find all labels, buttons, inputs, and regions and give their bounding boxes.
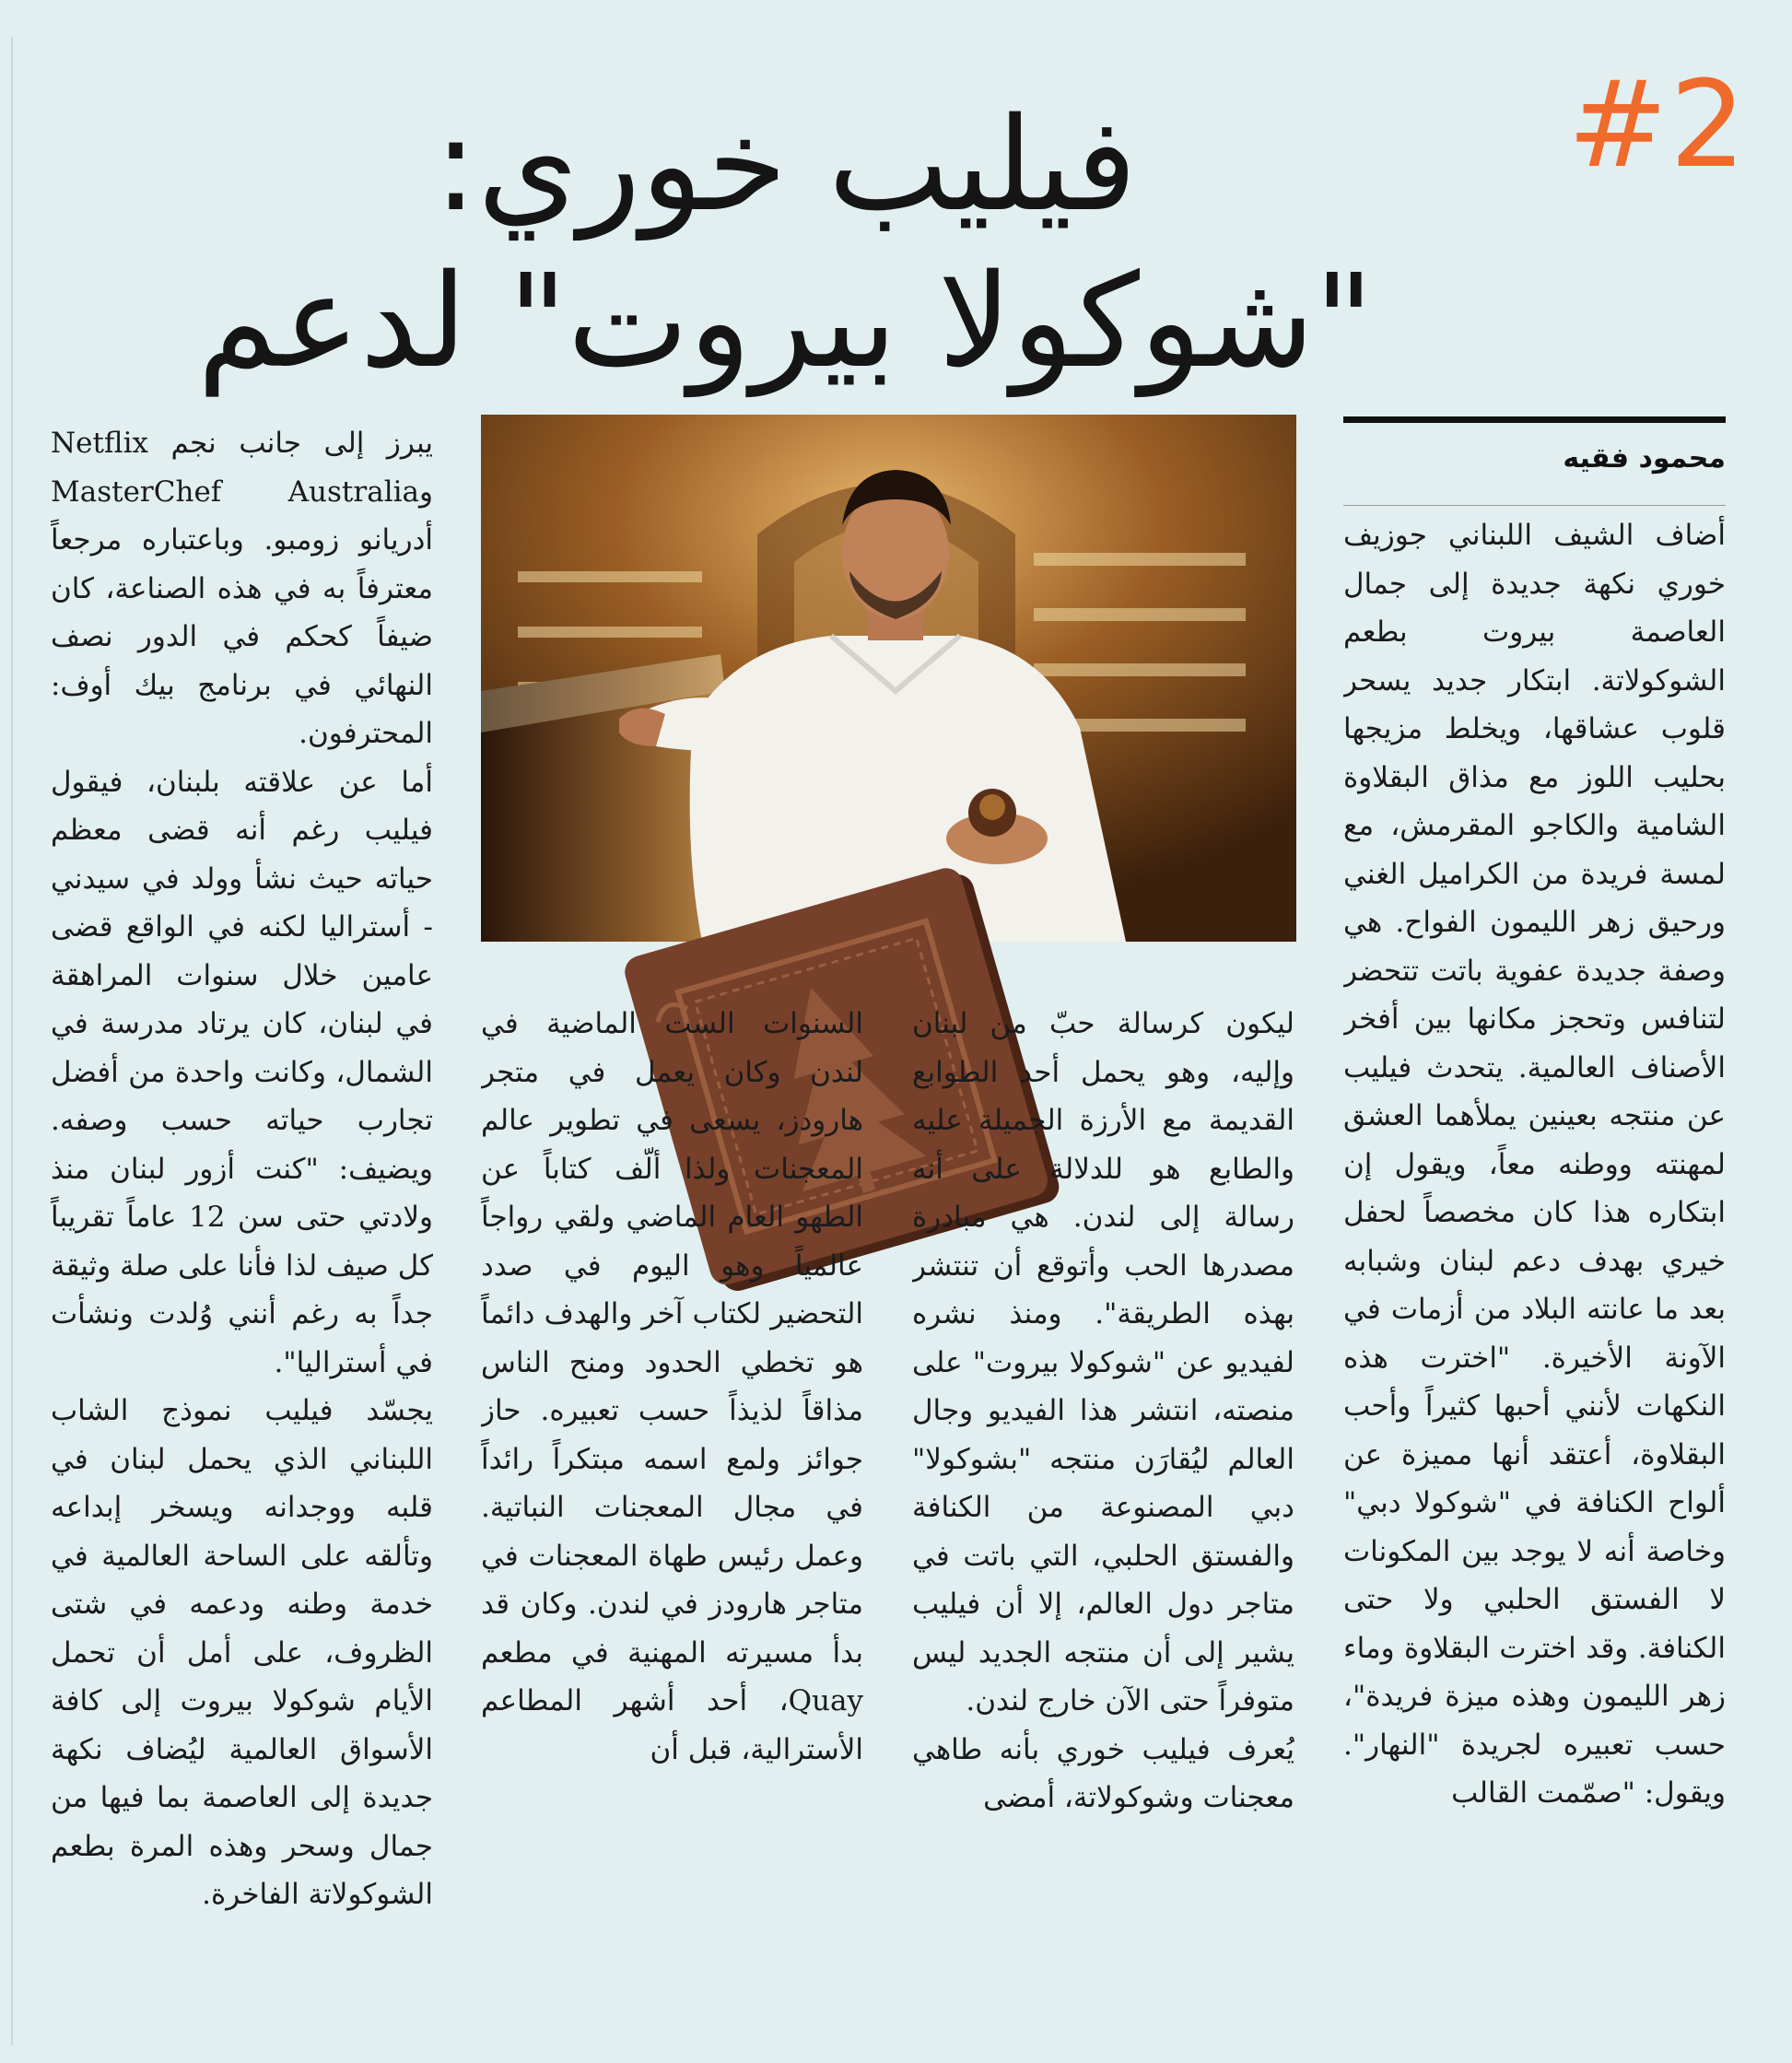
article-paragraph: أضاف الشيف اللبناني جوزيف خوري نكهة جديدة إلى جمال العاصمة بيروت بطعم الشوكولاتة. ابتكار جديد يسحر قلوب عشاقها، ويخلط مزيجها بحليب اللوز مع مذاق البقلاوة الشامية والكاجو المقرمش، مع لمسة فريدة من الكراميل الغني ورحيق زهر الليمون الفواح. هي وصفة جديدة عفوية باتت تتحضر لتنافس وتحجز مكانها بين أفخر الأصناف العالمية. يتحدث فيليب عن منتجه بعينين يملأهما العشق لمهنته ووطنه معاً، ويقول إن ابتكاره هذا كان مخصصاً لحفل خيري بهدف دعم لبنان وشبابه بعد ما عانته البلاد من أزمات في الآونة الأخيرة. "اخترت هذه النكهات لأنني أحبها كثيراً وأحب البقلاوة، أعتقد أنها مميزة عن ألواح الكنافة في "شوكولا دبي" وخاصة أنه لا يوجد بين المكونات لا الفستق الحلبي ولا حتى الكنافة. وقد اخترت البقلاوة وماء زهر الليمون وهذه ميزة فريدة"، حسب تعبيره لجريدة "النهار". ويقول: "صمّمت القالب: [1343, 519, 1726, 1810]
article-column-4: [51, 419, 433, 2022]
article-paragraph: يبرز إلى جانب نجم Netflix وMasterChef Australia أدريانو زومبو. وباعتباره مرجعاً معترفاً به في هذه الصناعة، كان ضيفاً كحكم في الدور نصف النهائي في برنامج بيك أوف: المحترفون. أما عن علاقته بلبنان، فيقول فيليب رغم أنه قضى معظم حياته حيث نشأ وولد في سيدني - أستراليا لكنه في الواقع قضى عامين خلال سنوات المراهقة في لبنان، كان يرتاد مدرسة في الشمال، وكانت واحدة من أفضل تجارب حياته حسب وصفه. ويضيف: "كنت أزور لبنان منذ ولادتي حتى سن 12 عاماً تقريباً كل صيف لذا فأنا على صلة وثيقة جداً به رغم أنني وُلدت ونشأت في أستراليا". يجسّد فيليب نموذج الشاب اللبناني الذي يحمل لبنان في قلبه ووجدانه ويسخر إبداعه وتألقه على الساحة العالمية في خدمة وطنه ودعمه في شتى الظروف، على أمل أن تحمل الأيام شوكولا بيروت إلى كافة الأسواق العالمية ليُضاف نكهة جديدة إلى العاصمة بما فيها من جمال وسحر وهذه المرة بطعم الشوكولاتة الفاخرة.: [51, 427, 433, 1911]
byline-rule: [1343, 416, 1726, 423]
article-paragraph: ليكون كرسالة حبّ من لبنان وإليه، وهو يحمل أحد الطوابع القديمة مع الأرزة الجميلة عليه والطابع هو للدلالة على أنه رسالة إلى لندن. هي مبادرة مصدرها الحب وأتوقع أن تنتشر بهذه الطريقة". ومنذ نشره لفيديو عن "شوكولا بيروت" على منصته، انتشر هذا الفيديو وجال العالم ليُقارَن منتجه "بشوكولا" دبي المصنوعة من الكنافة والفستق الحلبي، التي باتت في متاجر دول العالم، إلا أن فيليب يشير إلى أن منتجه الجديد ليس متوفراً حتى الآن خارج لندن. يُعرف فيليب خوري بأنه طاهي معجنات وشوكولاتة، أمضى: [912, 1007, 1294, 1814]
left-margin-rule: [11, 37, 13, 2045]
article-column-2: [912, 1000, 1294, 2022]
byline: محمود فقيه: [1563, 442, 1726, 475]
headline-line-1: فيليب خوري:: [434, 90, 1137, 240]
article-paragraph: السنوات الست الماضية في لندن وكان يعمل في متجر هارودز، يسعى في تطوير عالم المعجنات ولذا ألّف كتاباً عن الطهو العام الماضي ولقي رواجاً عالمياً وهو اليوم في صدد التحضير لكتاب آخر والهدف دائماً هو تخطي الحدود ومنح الناس مذاقاً لذيذاً حسب تعبيره. حاز جوائز ولمع اسمه مبتكراً رائداً في مجال المعجنات النباتية. وعمل رئيس طهاة المعجنات في متاجر هارودز في لندن. وكان قد بدأ مسيرته المهنية في مطعم Quay، أحد أشهر المطاعم الأسترالية، قبل أن: [481, 1007, 863, 1766]
byline-divider: [1343, 505, 1726, 506]
headline-line-2: "شوكولا بيروت" لدعم: [197, 247, 1374, 397]
article-column-1: [1343, 511, 1726, 2022]
page-number: #2: [1567, 54, 1748, 194]
article-column-3: [481, 1000, 863, 2022]
